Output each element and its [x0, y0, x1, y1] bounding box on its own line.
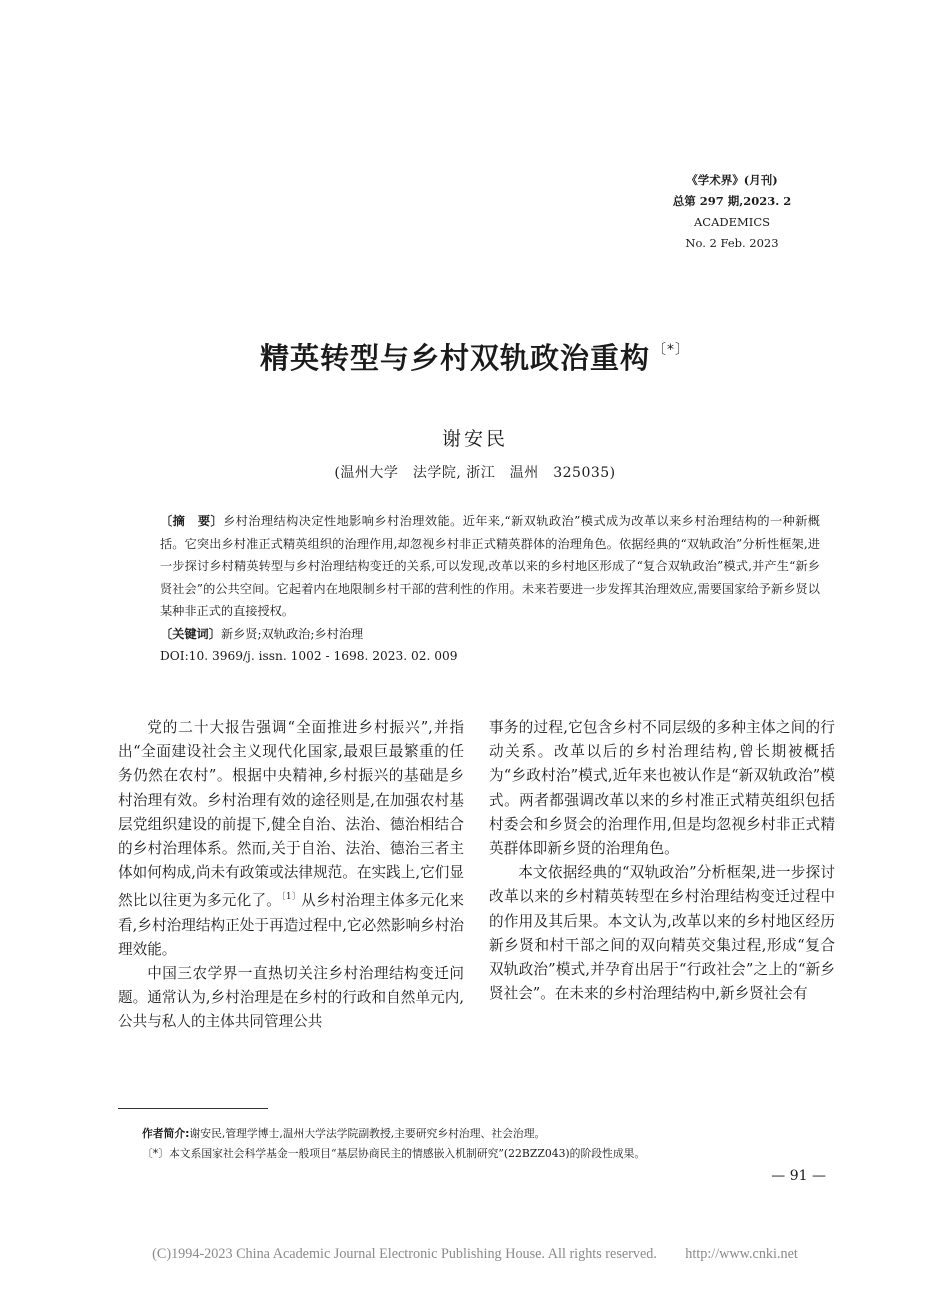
author-name: 谢安民 [441, 428, 508, 450]
copyright-watermark: (C)1994-2023 China Academic Journal Electronic Publishing House. All rights reserved. http://www.cnki.net [152, 1246, 798, 1262]
page-number: — 91 — [771, 1168, 826, 1184]
body-column-right [489, 716, 835, 1006]
footnotes [142, 1124, 832, 1164]
body-text: 从乡村治理主体多元化来看,乡村治理结构正处于再造过程中,它必然影响乡村治理效能。 [118, 892, 464, 958]
body-paragraph [118, 716, 464, 962]
body-column-left [118, 716, 464, 1035]
author-affiliation: (温州大学 法学院, 浙江 温州 325035) [334, 465, 616, 481]
citation-marker: 〔1〕 [281, 892, 302, 903]
article-title [0, 336, 950, 377]
footnote-author-label: 作者简介: [142, 1127, 190, 1140]
journal-info [657, 170, 807, 254]
body-paragraph: 中国三农学界一直热切关注乡村治理结构变迁问题。通常认为,乡村治理是在乡村的行政和自然单元内,公共与私人的主体共同管理公共 [118, 965, 464, 1031]
footnote-author [142, 1124, 832, 1144]
journal-english-name: ACADEMICS [693, 215, 771, 229]
keywords-text: 新乡贤;双轨政治;乡村治理 [220, 626, 364, 641]
footnote-author-text: 谢安民,管理学博士,温州大学法学院副教授,主要研究乡村治理、社会治理。 [189, 1127, 546, 1140]
body-paragraph: 本文依据经典的“双轨政治”分析框架,进一步探讨改革以来的乡村精英转型在乡村治理结构变迁过程中的作用及其后果。本文认为,改革以来的乡村地区经历新乡贤和村干部之间的双向精英交集过程,形成“复合双轨政治”模式,并孕育出居于“行政社会”之上的“新乡贤社会”。在未来的乡村治理结构中,新乡贤社会有 [489, 864, 835, 1003]
title-footnote-marker: 〔*〕 [652, 342, 690, 358]
abstract [136, 510, 820, 623]
abstract-text: 乡村治理结构决定性地影响乡村治理效能。近年来,“新双轨政治”模式成为改革以来乡村治理结构的一种新概括。它突出乡村准正式精英组织的治理作用,却忽视乡村非正式精英群体的治理角色。依据经典的“双轨政治”分析性框架,进一步探讨乡村精英转型与乡村治理结构变迁的关系,可以发现,改革以来的乡村地区形成了“复合双轨政治”模式,并产生“新乡贤社会”的公共空间。它起着内在地限制乡村干部的营利性的作用。未来若要进一步发挥其治理效应,需要国家给予新乡贤以某种非正式的直接授权。 [160, 514, 820, 618]
abstract-label: 〔摘 要〕 [160, 514, 224, 528]
keywords-label: 〔关键词〕 [160, 626, 221, 641]
body-paragraph: 事务的过程,它包含乡村不同层级的多种主体之间的行动关系。改革以后的乡村治理结构,曾长期被概括为“乡政村治”模式,近年来也被认作是“新双轨政治”模式。两者都强调改革以来的乡村准正式精英组织包括村委会和乡贤会的治理作用,但是均忽视乡村非正式精英群体即新乡贤的治理角色。 [489, 719, 835, 858]
keywords [136, 623, 820, 646]
footnote-divider [118, 1108, 268, 1109]
abstract-block [136, 510, 820, 668]
article-title-text: 精英转型与乡村双轨政治重构 [259, 341, 650, 375]
journal-issue: 总第 297 期,2023. 2 [672, 194, 792, 208]
journal-date: No. 2 Feb. 2023 [685, 236, 779, 250]
doi: DOI:10. 3969/j. issn. 1002 - 1698. 2023. 02. 009 [160, 649, 458, 663]
journal-name: 《学术界》(月刊) [686, 173, 778, 187]
body-text: 党的二十大报告强调“全面推进乡村振兴”,并指出“全面建设社会主义现代化国家,最艰巨最繁重的任务仍然在农村”。根据中央精神,乡村振兴的基础是乡村治理有效。乡村治理有效的途径则是,在加强农村基层党组织建设的前提下,健全自治、法治、德治相结合的乡村治理体系。然而,关于自治、法治、德治三者主体如何构成,尚未有政策或法律规范。在实践上,它们显然比以往更为多元化了。 [118, 719, 464, 910]
footnote-fund: 〔*〕本文系国家社会科学基金一般项目“基层协商民主的情感嵌入机制研究”(22BZZ043)的阶段性成果。 [142, 1147, 646, 1160]
